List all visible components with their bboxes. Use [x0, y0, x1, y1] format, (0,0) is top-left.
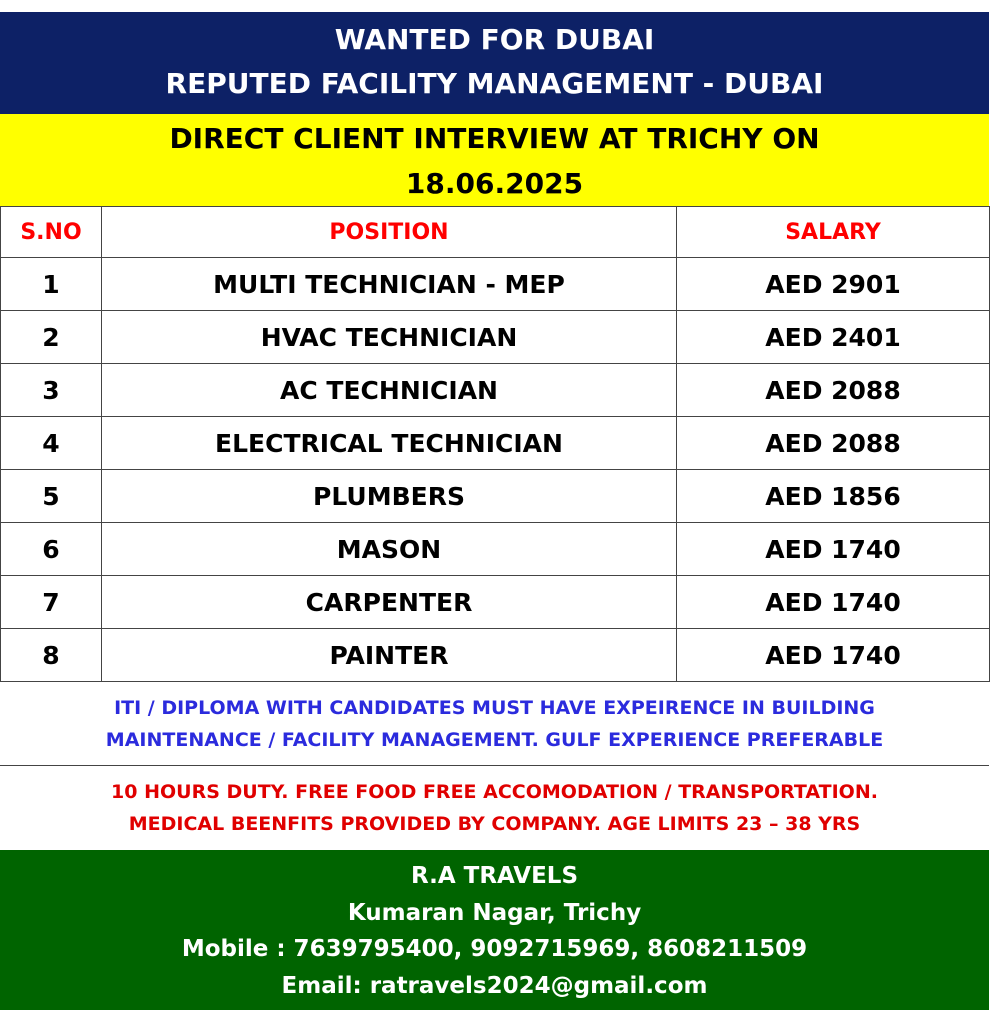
- cell-salary: AED 2401: [677, 311, 990, 364]
- cell-sno: 8: [1, 629, 102, 682]
- cell-position: AC TECHNICIAN: [102, 364, 677, 417]
- cell-sno: 5: [1, 470, 102, 523]
- header-subtitle: REPUTED FACILITY MANAGEMENT - DUBAI: [165, 67, 824, 100]
- cell-position: PAINTER: [102, 629, 677, 682]
- table-row: [1, 576, 990, 629]
- cell-sno: 1: [1, 258, 102, 311]
- requirements-line: MAINTENANCE / FACILITY MANAGEMENT. GULF EXPERIENCE PREFERABLE: [105, 729, 884, 751]
- contact-footer: [0, 850, 989, 1010]
- table-row: [1, 470, 990, 523]
- cell-position: CARPENTER: [102, 576, 677, 629]
- contact-email: Email: ratravels2024@gmail.com: [281, 972, 708, 999]
- table-row: [1, 523, 990, 576]
- requirements-note: [0, 682, 989, 766]
- interview-date: 18.06.2025: [405, 167, 584, 200]
- company-address: Kumaran Nagar, Trichy: [347, 899, 642, 926]
- table-row: [1, 417, 990, 470]
- company-name: R.A TRAVELS: [410, 863, 579, 889]
- cell-salary: AED 1740: [677, 576, 990, 629]
- requirements-line: ITI / DIPLOMA WITH CANDIDATES MUST HAVE EXPEIRENCE IN BUILDING: [114, 697, 875, 719]
- cell-position: MULTI TECHNICIAN - MEP: [102, 258, 677, 311]
- cell-salary: AED 1740: [677, 523, 990, 576]
- column-header-position: POSITION: [102, 207, 677, 258]
- benefits-note: [0, 766, 989, 850]
- header-title: WANTED FOR DUBAI: [334, 23, 655, 56]
- cell-salary: AED 1856: [677, 470, 990, 523]
- header-banner: [0, 12, 989, 114]
- cell-salary: AED 2088: [677, 417, 990, 470]
- table-row: [1, 364, 990, 417]
- interview-banner: [0, 114, 989, 206]
- column-header-sno: S.NO: [1, 207, 102, 258]
- cell-sno: 2: [1, 311, 102, 364]
- contact-mobile: Mobile : 7639795400, 9092715969, 8608211509: [181, 936, 808, 962]
- cell-sno: 7: [1, 576, 102, 629]
- table-row: [1, 311, 990, 364]
- table-row: [1, 629, 990, 682]
- job-poster: [0, 12, 989, 1010]
- cell-position: MASON: [102, 523, 677, 576]
- cell-sno: 6: [1, 523, 102, 576]
- column-header-salary: SALARY: [677, 207, 990, 258]
- benefits-line: 10 HOURS DUTY. FREE FOOD FREE ACCOMODATION / TRANSPORTATION.: [111, 781, 878, 803]
- benefits-line: MEDICAL BEENFITS PROVIDED BY COMPANY. AGE LIMITS 23 – 38 YRS: [128, 813, 861, 835]
- interview-text: DIRECT CLIENT INTERVIEW AT TRICHY ON: [169, 122, 820, 155]
- cell-position: HVAC TECHNICIAN: [102, 311, 677, 364]
- cell-sno: 4: [1, 417, 102, 470]
- positions-table: [0, 206, 990, 682]
- cell-salary: AED 2088: [677, 364, 990, 417]
- cell-salary: AED 1740: [677, 629, 990, 682]
- table-header-row: [1, 207, 990, 258]
- cell-position: PLUMBERS: [102, 470, 677, 523]
- cell-position: ELECTRICAL TECHNICIAN: [102, 417, 677, 470]
- table-row: [1, 258, 990, 311]
- cell-sno: 3: [1, 364, 102, 417]
- cell-salary: AED 2901: [677, 258, 990, 311]
